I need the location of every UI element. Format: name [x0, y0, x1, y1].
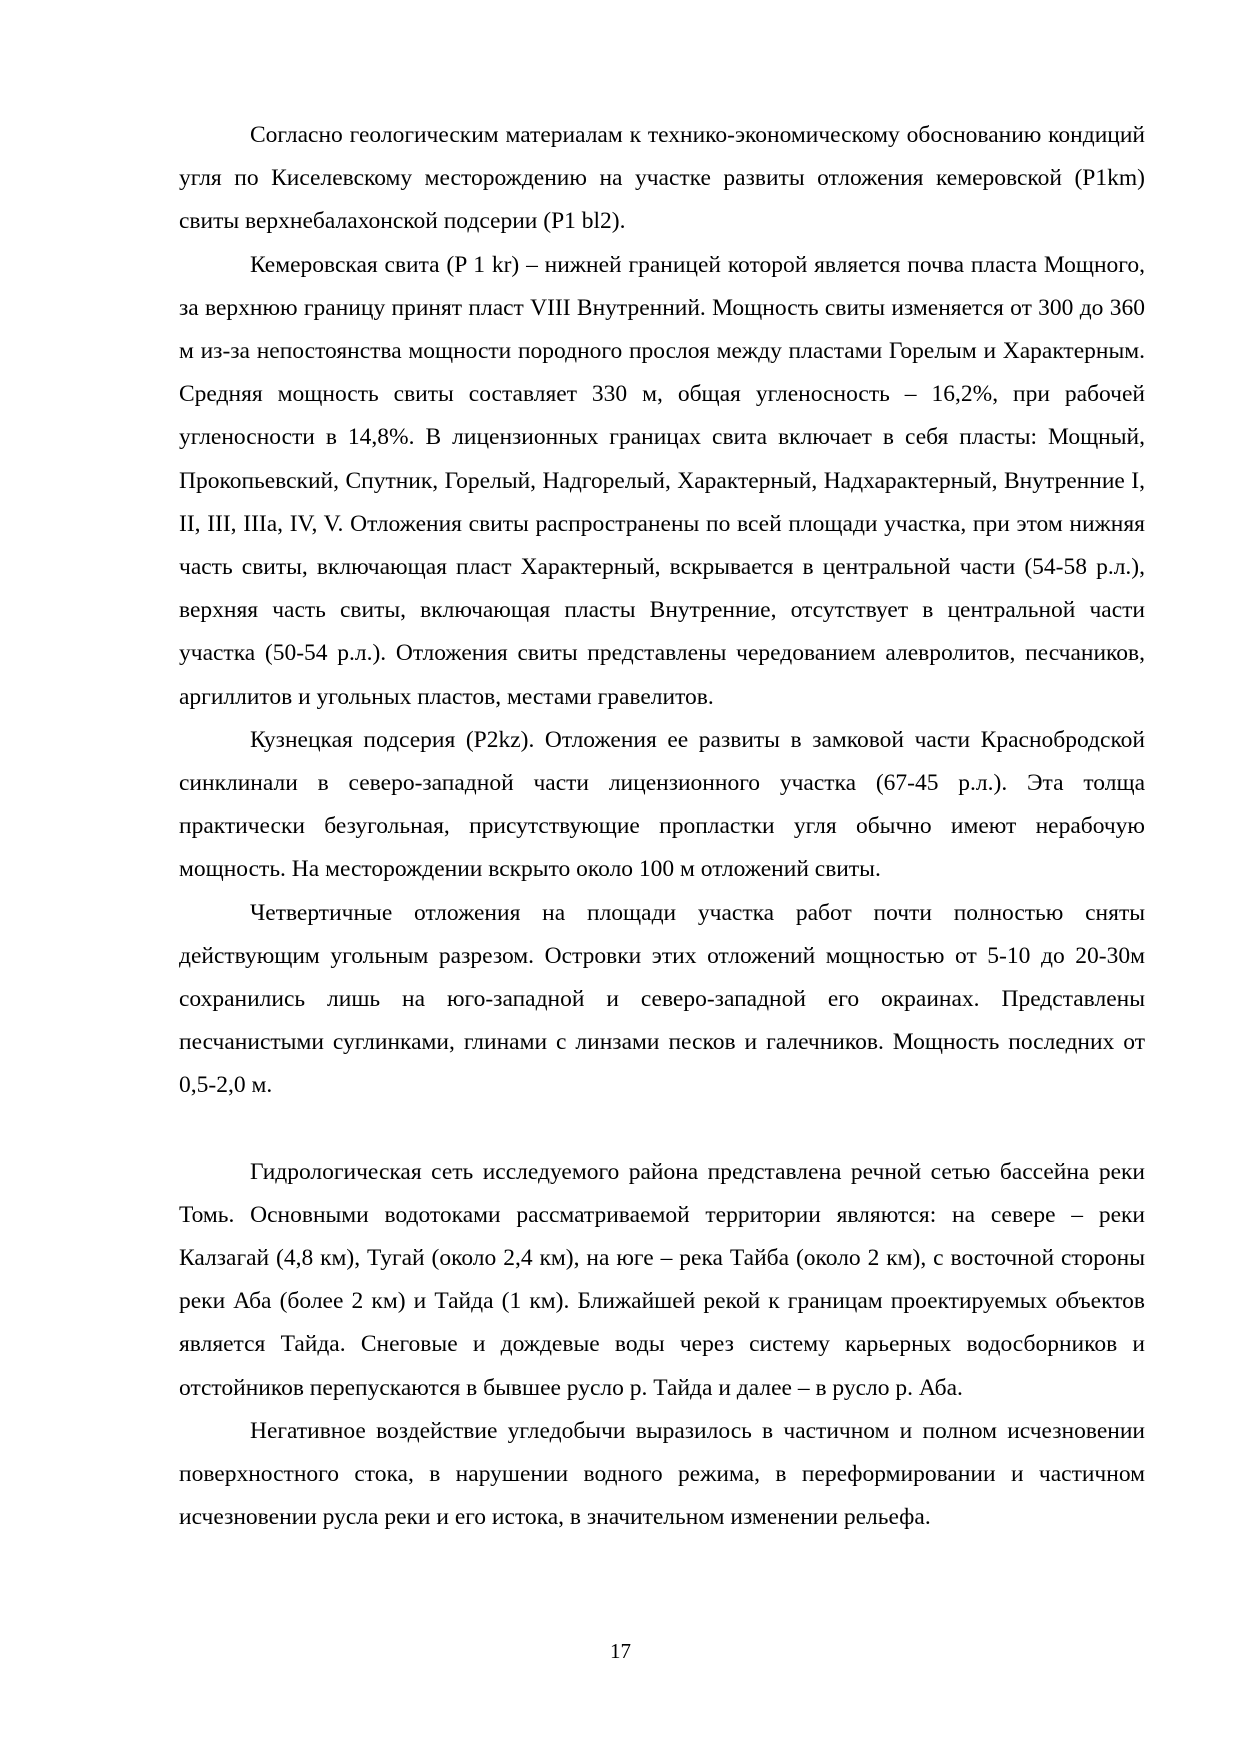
- paragraph-quaternary-deposits: Четвертичные отложения на площади участка работ почти полностью сняты действующим угольным разрезом. Островки этих отложений мощностью от 5-10 до 20-30м сохранились лишь на юго-западной и северо-западной его окраинах. Представлены песчанистыми суглинками, глинами с линзами песков и галечников. Мощность последних от 0,5-2,0 м.: [179, 899, 1145, 1099]
- paragraph-negative-impact: Негативное воздействие угледобычи выразилось в частичном и полном исчезновении поверхностного стока, в нарушении водного режима, в переформировании и частичном исчезновении русла реки и его истока, в значительном изменении рельефа.: [179, 1417, 1145, 1531]
- page-number: 17: [610, 1639, 631, 1663]
- paragraph-geology-intro: Согласно геологическим материалам к технико-экономическому обоснованию кондиций угля по Киселевскому месторождению на участке развиты отложения кемеровской (P1km) свиты верхнебалахонской подсерии (P1 bl2).: [179, 122, 1145, 235]
- section-gap: [179, 1108, 1145, 1151]
- paragraph-kuznetsk-subseries: Кузнецкая подсерия (P2kz). Отложения ее развиты в замковой части Краснобродской синклинали в северо-западной части лицензионного участка (67-45 р.л.). Эта толща практически безугольная, присутствующие пропластки угля обычно имеют нерабочую мощность. На месторождении вскрыто около 100 м отложений свиты.: [179, 726, 1145, 883]
- paragraph-hydrology: Гидрологическая сеть исследуемого района представлена речной сетью бассейна реки Томь. Основными водотоками рассматриваемой территории являются: на севере – реки Калзагай (4,8 км), Тугай (около 2,4 км), на юге – река Тайба (около 2 км), с восточной стороны реки Аба (более 2 км) и Тайда (1 км). Ближайшей рекой к границам проектируемых объектов является Тайда. Снеговые и дождевые воды через систему карьерных водосборников и отстойников перепускаются в бывшее русло р. Тайда и далее – в русло р. Аба.: [179, 1158, 1145, 1401]
- paragraph-kemerovo-suite: Кемеровская свита (P 1 kr) – нижней границей которой является почва пласта Мощного, за верхнюю границу принят пласт VIII Внутренний. Мощность свиты изменяется от 300 до 360 м из-за непостоянства мощности породного прослоя между пластами Горелым и Характерным. Средняя мощность свиты составляет 330 м, общая угленосность – 16,2%, при рабочей угленосности в 14,8%. В лицензионных границах свита включает в себя пласты: Мощный, Прокопьевский, Спутник, Горелый, Надгорелый, Характерный, Надхарактерный, Внутренние I, II, III, IIIa, IV, V. Отложения свиты распространены по всей площади участка, при этом нижняя часть свиты, включающая пласт Характерный, вскрывается в центральной части (54-58 р.л.), верхняя часть свиты, включающая пласты Внутренние, отсутствует в центральной части участка (50-54 р.л.). Отложения свиты представлены чередованием алевролитов, песчаников, аргиллитов и угольных пластов, местами гравелитов.: [179, 251, 1145, 710]
- body-text: [179, 114, 1145, 1540]
